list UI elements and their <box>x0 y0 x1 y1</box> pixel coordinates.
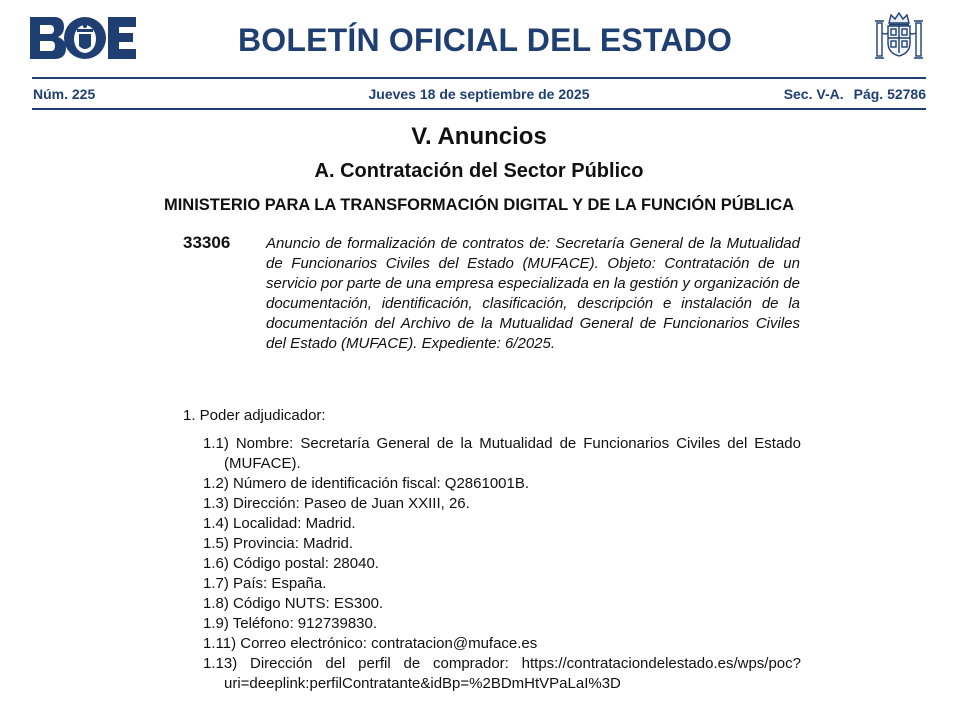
page-title: BOLETÍN OFICIAL DEL ESTADO <box>237 22 733 58</box>
list-item: 1.2) Número de identificación fiscal: Q2861001B. <box>203 475 530 492</box>
section-page-info <box>784 86 926 102</box>
section-label: Sec. V-A. <box>783 86 844 102</box>
section-1-heading: 1. Poder adjudicador: <box>183 407 326 424</box>
section-title: V. Anuncios <box>411 123 547 150</box>
page-label: Pág. 52786 <box>853 86 926 102</box>
list-item: 1.8) Código NUTS: ES300. <box>203 595 384 612</box>
announcement-summary: Anuncio de formalización de contratos de: Secretaría General de la Mutualidad de Funcionarios Civiles del Estado (MUFACE). Objeto: Contratación de un servicio por parte de una empresa especializada en la gestión y organización de documentación, identificación, clasificación, descripción e instalación de la documentación del Archivo de la Mutualidad General de Funcionarios Civiles del Estado (MUFACE). Expediente: 6/2025. <box>266 235 800 353</box>
boe-logo <box>30 15 136 61</box>
list-item: 1.9) Teléfono: 912739830. <box>203 615 378 632</box>
list-item: 1.7) País: España. <box>203 575 327 592</box>
list-item: 1.5) Provincia: Madrid. <box>203 535 354 552</box>
announcement-number: 33306 <box>183 233 231 252</box>
list-item: 1.11) Correo electrónico: contratacion@muface.es <box>203 635 538 652</box>
list-item: 1.3) Dirección: Paseo de Juan XXIII, 26. <box>203 495 470 512</box>
list-item: 1.1) Nombre: Secretaría General de la Mutualidad de Funcionarios Civiles del Estado (MUFACE). <box>203 435 801 472</box>
issue-number: Núm. 225 <box>33 86 96 102</box>
list-item: 1.13) Dirección del perfil de comprador: https://contrataciondelestado.es/wps/poc?uri=deeplink:perfilContratante&idBp=%2BDmHtVPaLaI%3D <box>203 655 801 692</box>
list-item: 1.4) Localidad: Madrid. <box>203 515 356 532</box>
header-bottom-rule <box>32 108 926 110</box>
spain-coat-of-arms-icon <box>872 9 926 63</box>
header-top-rule <box>32 77 926 79</box>
publication-date: Jueves 18 de septiembre de 2025 <box>368 86 590 102</box>
subsection-title: A. Contratación del Sector Público <box>314 160 644 182</box>
contracting-authority-details <box>203 434 801 694</box>
ministry-heading: MINISTERIO PARA LA TRANSFORMACIÓN DIGITAL Y DE LA FUNCIÓN PÚBLICA <box>163 196 795 214</box>
list-item: 1.6) Código postal: 28040. <box>203 555 379 572</box>
